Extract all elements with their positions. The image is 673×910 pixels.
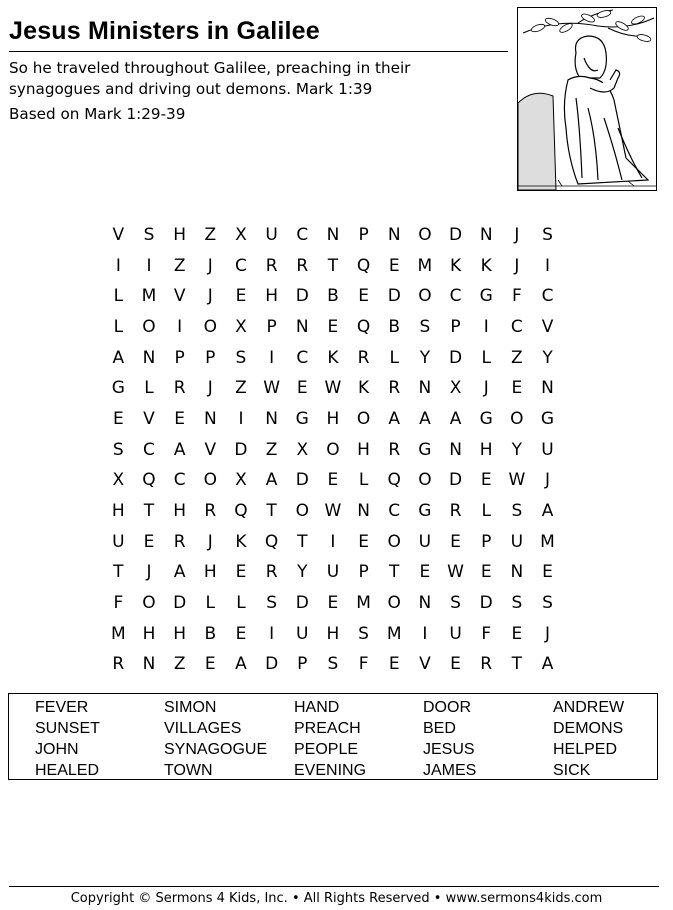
grid-letter: R [449,500,462,521]
grid-letter: D [449,347,463,368]
word-bank-item: JAMES [423,762,477,779]
grid-letter: L [113,286,124,307]
grid-letter: N [142,654,156,675]
grid-letter: K [358,378,370,399]
grid-letter: N [326,225,340,245]
grid-letter: N [449,439,462,460]
grid-letter: X [449,378,462,399]
grid-letter: C [173,470,186,491]
footer-divider [9,886,659,887]
word-bank-column [553,697,624,781]
praying-jesus-icon [517,7,657,191]
grid-letter: M [141,286,157,307]
grid-letter: A [449,408,462,429]
word-bank-item: JOHN [35,741,79,758]
grid-letter: E [112,408,124,429]
grid-letter: G [540,408,555,429]
grid-letter: G [418,439,432,460]
grid-letter: O [356,408,371,429]
grid-row [103,281,563,312]
word-bank-item: PEOPLE [294,741,359,758]
grid-letter: R [480,654,493,675]
grid-letter: E [358,286,369,307]
grid-letter: I [115,255,121,276]
grid-letter: I [269,347,275,368]
grid-letter: N [295,316,309,337]
grid-letter: Y [297,562,308,583]
word-bank-item: SICK [553,762,591,779]
grid-letter: P [205,347,216,368]
grid-letter: Z [204,225,217,245]
grid-letter: Q [234,500,248,521]
grid-letter: E [480,470,492,491]
grid-letter: E [296,378,308,399]
grid-letter: L [481,347,491,368]
grid-letter: N [387,225,401,245]
grid-letter: U [296,623,309,644]
grid-row [103,557,563,588]
grid-row [103,496,563,527]
grid-letter: Q [356,255,371,276]
grid-letter: V [419,654,431,675]
grid-row [103,373,563,404]
grid-letter: W [263,378,281,399]
grid-letter: W [447,562,464,583]
grid-letter: K [327,347,339,368]
grid-letter: L [113,316,124,337]
grid-row [103,312,563,343]
grid-letter: E [204,654,216,675]
grid-letter: N [418,592,432,613]
grid-letter: E [419,562,431,583]
grid-row [103,404,563,435]
grid-letter: A [173,562,186,583]
grid-letter: N [510,562,524,583]
grid-letter: J [146,562,152,583]
grid-letter: R [296,255,309,276]
word-bank-column [35,697,100,781]
grid-letter: I [146,255,152,276]
page-title: Jesus Ministers in Galilee [9,17,320,45]
grid-letter: P [481,531,492,552]
grid-letter: H [326,408,340,429]
grid-letter: I [238,408,244,429]
grid-letter: D [479,592,493,613]
grid-letter: O [387,592,401,613]
grid-letter: R [388,378,401,399]
grid-letter: L [205,592,216,613]
grid-letter: I [269,623,275,644]
grid-letter: O [203,316,217,337]
grid-letter: N [479,225,493,245]
grid-letter: E [143,531,155,552]
word-bank-item: TOWN [164,762,213,779]
grid-letter: C [235,255,247,276]
grid-letter: E [327,316,339,337]
word-bank-item: SIMON [164,699,217,716]
grid-letter: A [235,654,247,675]
grid-letter: S [450,592,461,613]
grid-letter: K [235,531,247,552]
word-bank-item: ANDREW [553,699,625,716]
grid-letter: O [418,225,432,245]
grid-letter: T [113,562,124,583]
grid-letter: L [389,347,399,368]
grid-letter: W [508,470,526,491]
grid-letter: M [417,255,433,276]
grid-letter: P [297,654,308,675]
grid-letter: P [266,316,277,337]
grid-letter: E [358,531,369,552]
grid-letter: E [480,562,492,583]
grid-letter: G [418,500,432,521]
grid-letter: I [177,316,183,337]
grid-letter: L [481,500,491,521]
grid-letter: E [327,592,339,613]
grid-letter: C [296,347,309,368]
grid-letter: E [174,408,186,429]
grid-letter: I [330,531,336,552]
scripture-verse: So he traveled throughout Galilee, preaching in their synagogues and driving out demons. Mark 1:39 [9,59,411,98]
grid-letter: J [207,378,213,399]
word-bank-item: FEVER [35,699,89,716]
grid-letter: S [542,592,553,613]
grid-letter: J [545,470,551,491]
word-bank-item: DOOR [423,699,471,716]
grid-letter: K [449,255,462,276]
grid-letter: D [295,286,309,307]
grid-letter: Y [542,347,553,368]
grid-letter: H [265,286,278,307]
grid-letter: V [204,439,217,460]
grid-letter: M [356,592,371,613]
word-bank-item: EVENING [294,762,367,779]
grid-letter: U [265,225,278,245]
grid-letter: P [174,347,185,368]
grid-letter: C [143,439,155,460]
grid-letter: D [449,225,463,245]
grid-letter: W [324,500,342,521]
grid-letter: X [296,439,309,460]
grid-letter: C [541,286,554,307]
grid-letter: S [112,439,124,460]
grid-letter: V [143,408,155,429]
grid-letter: F [481,623,492,644]
grid-letter: X [235,470,247,491]
grid-letter: P [358,562,369,583]
grid-letter: X [235,225,247,245]
scripture-reference: Based on Mark 1:29-39 [9,105,186,123]
grid-letter: N [203,408,217,429]
grid-letter: U [510,531,524,552]
grid-letter: Q [387,470,401,491]
grid-letter: B [204,623,217,644]
grid-letter: H [111,500,125,521]
grid-letter: M [386,623,402,644]
word-bank-item: SYNAGOGUE [164,741,268,758]
grid-letter: Q [356,316,371,337]
grid-row [103,588,563,619]
grid-row [103,220,563,251]
grid-letter: I [483,316,489,337]
grid-letter: E [511,623,523,644]
grid-letter: H [326,623,340,644]
word-search-grid [103,220,563,680]
copyright-footer: Copyright © Sermons 4 Kids, Inc. • All Rights Reserved • www.sermons4kids.com [70,891,603,906]
grid-letter: Z [511,347,523,368]
grid-letter: U [326,562,340,583]
grid-letter: T [327,255,339,276]
word-bank-column [164,697,267,781]
grid-letter: J [514,255,520,276]
grid-letter: T [389,562,400,583]
grid-letter: V [112,225,125,245]
grid-letter: M [540,531,555,552]
grid-letter: J [483,378,489,399]
grid-letter: H [173,500,187,521]
grid-letter: Y [419,347,431,368]
grid-letter: O [295,500,309,521]
grid-row [103,527,563,558]
grid-letter: S [511,500,523,521]
grid-letter: E [450,531,461,552]
grid-letter: G [479,408,493,429]
grid-letter: A [541,500,554,521]
grid-letter: H [203,562,217,583]
grid-letter: J [514,225,520,245]
grid-letter: H [173,623,187,644]
grid-letter: O [142,592,156,613]
grid-letter: L [144,378,154,399]
word-bank [8,693,658,780]
grid-letter: P [358,225,369,245]
grid-letter: S [511,592,523,613]
grid-row [103,343,563,374]
grid-letter: A [388,408,401,429]
grid-letter: I [422,623,428,644]
word-bank-item: HELPED [553,741,618,758]
grid-letter: S [358,623,369,644]
grid-letter: W [324,378,342,399]
grid-letter: E [388,255,400,276]
grid-letter: O [387,531,401,552]
grid-letter: R [173,378,186,399]
grid-letter: X [112,470,125,491]
grid-letter: O [418,470,432,491]
grid-row [103,465,563,496]
grid-letter: B [327,286,339,307]
word-bank-column [423,697,476,781]
grid-letter: O [418,286,432,307]
grid-letter: E [511,378,523,399]
grid-letter: R [204,500,217,521]
grid-letter: R [265,255,278,276]
grid-letter: I [545,255,551,276]
grid-letter: E [388,654,400,675]
grid-letter: L [358,470,369,491]
grid-row [103,619,563,650]
grid-letter: A [541,654,554,675]
word-bank-item: HEALED [35,762,100,779]
grid-letter: P [450,316,461,337]
grid-letter: O [203,470,217,491]
grid-letter: H [357,439,370,460]
grid-letter: Y [511,439,523,460]
grid-letter: C [449,286,462,307]
grid-letter: V [173,286,186,307]
grid-letter: J [207,531,213,552]
grid-letter: Z [265,439,278,460]
grid-letter: A [265,470,278,491]
grid-letter: Z [173,255,186,276]
grid-letter: D [234,439,248,460]
grid-letter: J [207,255,213,276]
grid-letter: C [296,225,309,245]
grid-letter: C [510,316,523,337]
grid-letter: E [235,623,247,644]
grid-letter: S [266,592,277,613]
word-bank-item: VILLAGES [164,720,242,737]
grid-letter: H [173,225,187,245]
grid-letter: H [142,623,156,644]
grid-letter: F [113,592,124,613]
grid-letter: S [542,225,553,245]
grid-letter: H [479,439,493,460]
grid-letter: O [142,316,156,337]
grid-letter: M [110,623,126,644]
grid-letter: Z [235,378,247,399]
word-bank-item: PREACH [294,720,361,737]
grid-letter: G [295,408,309,429]
grid-letter: V [541,316,554,337]
word-bank-item: SUNSET [35,720,100,737]
grid-letter: U [418,531,432,552]
grid-row [103,251,563,282]
word-bank-item: DEMONS [553,720,624,737]
grid-letter: J [545,623,551,644]
word-bank-item: BED [423,720,456,737]
grid-letter: T [266,500,277,521]
grid-letter: D [173,592,187,613]
grid-letter: N [541,378,554,399]
grid-letter: Q [264,531,279,552]
grid-letter: U [112,531,125,552]
grid-letter: T [143,500,155,521]
grid-letter: D [295,470,309,491]
grid-row [103,435,563,466]
grid-letter: B [388,316,401,337]
grid-letter: X [235,316,247,337]
grid-letter: C [388,500,401,521]
grid-letter: G [111,378,125,399]
grid-letter: J [207,286,213,307]
grid-letter: R [357,347,370,368]
grid-letter: F [358,654,369,675]
grid-letter: D [449,470,463,491]
grid-letter: L [236,592,246,613]
grid-letter: F [511,286,522,307]
grid-letter: D [265,654,279,675]
grid-letter: S [235,347,247,368]
grid-letter: R [265,562,278,583]
grid-letter: N [357,500,370,521]
grid-letter: N [142,347,156,368]
grid-letter: D [295,592,309,613]
grid-letter: E [235,286,247,307]
grid-letter: K [480,255,492,276]
grid-letter: R [388,439,401,460]
grid-letter: O [326,439,340,460]
grid-letter: U [541,439,554,460]
grid-letter: N [265,408,278,429]
grid-letter: Q [142,470,156,491]
grid-letter: O [510,408,524,429]
grid-letter: S [327,654,339,675]
grid-row [103,649,563,680]
grid-letter: E [235,562,247,583]
title-divider [9,51,508,52]
grid-letter: U [449,623,462,644]
grid-letter: S [419,316,431,337]
word-bank-column [294,697,366,781]
grid-letter: D [387,286,401,307]
word-bank-item: JESUS [423,741,475,758]
grid-letter: N [418,378,432,399]
grid-letter: G [479,286,493,307]
word-bank-item: HAND [294,699,340,716]
grid-letter: E [327,470,339,491]
grid-letter: A [173,439,186,460]
grid-letter: E [542,562,553,583]
grid-letter: A [419,408,431,429]
grid-letter: S [143,225,155,245]
grid-letter: A [112,347,125,368]
grid-letter: E [450,654,461,675]
grid-letter: T [511,654,523,675]
grid-letter: Z [173,654,186,675]
grid-letter: T [297,531,308,552]
grid-letter: R [112,654,125,675]
grid-letter: R [173,531,186,552]
